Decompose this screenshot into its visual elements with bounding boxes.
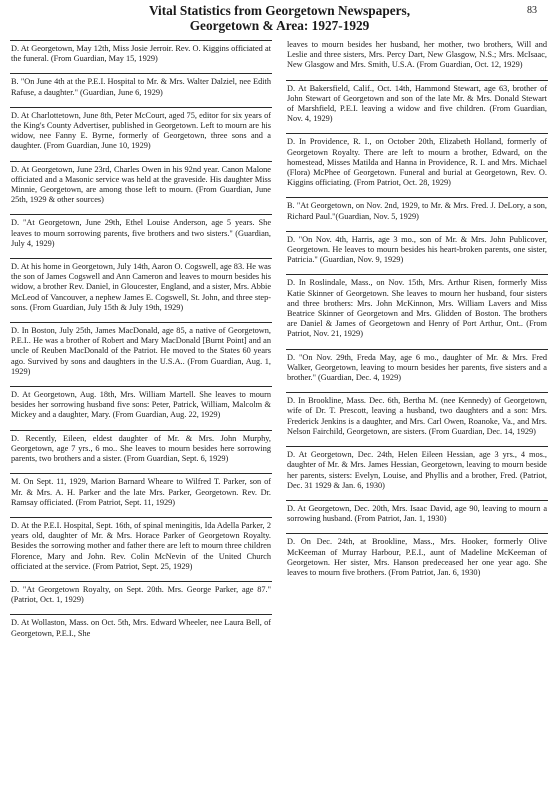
record-entry: D. At Bakersfield, Calif., Oct. 14th, Hammond Stewart, age 63, brother of John Stewart of Georgetown and son of the late Mr. & Mrs. Donald Stewart of Marshfield, P.E.I. leaving a widow and five children. (From Guardian, Nov. 4, 1929) (286, 80, 548, 129)
record-entry: D. At Georgetown, Dec. 24th, Helen Eileen Hessian, age 3 yrs., 4 mos., daughter of Mr. & Mrs. James Hessian, Georgetown, leaving to mourn beside her parents, sisters: Evelyn, Louise, and Phyllis and a brother, Fred. (Patriot, Dec. 31 1929 & Jan. 6, 1930) (286, 446, 548, 495)
record-entry: B. "On June 4th at the P.E.I. Hospital to Mr. & Mrs. Walter Dalziel, nee Edith Rafuse, a daughter." (Guardian, June 6, 1929) (10, 73, 272, 101)
record-entry: D. At the P.E.I. Hospital, Sept. 16th, of spinal meningitis, Ida Adella Parker, 2 years old, daughter of Mr. & Mrs. Horace Parker of Georgetown Royalty. Besides the sorrowing mother and father there are left to mourn three children Florence, Mary and John. Rev. Colin McNevin of the United Church officiated at the service. (From Patriot, Sept. 25, 1929) (10, 517, 272, 576)
page-number: 83 (527, 5, 537, 16)
record-entry: D. At Wollaston, Mass. on Oct. 5th, Mrs. Edward Wheeler, nee Laura Bell, of Georgetown, P.E.I., She (10, 614, 272, 642)
record-entry: D. At his home in Georgetown, July 14th, Aaron O. Cogswell, age 83. He was the son of James Cogswell and Ann Cameron and leaves to mourn besides his widow, a brother Rev. Daniel, in Gloucester, England, and a sister, Mrs. Abbie McLeod of Vancouver, a nephew James E. Cogswell, St. John, and three step-sons. (From Guardian, July 15th & July 19th, 1929) (10, 258, 272, 317)
record-entry: D. "At Georgetown Royalty, on Sept. 20th. Mrs. George Parker, age 87." (Patriot, Oct. 1, 1929) (10, 581, 272, 609)
record-entry: D. At Georgetown, May 12th, Miss Josie Jerroir. Rev. O. Kiggins officiated at the funeral. (From Guardian, May 15, 1929) (10, 40, 272, 68)
left-column (10, 40, 272, 648)
page-title (0, 3, 559, 33)
record-entry: D. "At Georgetown, June 29th, Ethel Louise Anderson, age 5 years. She leaves to mourn sorrowing parents, five brothers and two sisters." (Guardian, July 4, 1929) (10, 214, 272, 253)
record-entry: D. In Brookline, Mass. Dec. 6th, Bertha M. (nee Kennedy) of Georgetown, wife of Dr. T. Prescott, leaving a husband, two daughters and a son: Mrs. Frederick Jenkins is a daughter, and Mrs. Carl Owen, Roanoke, Va., and Mrs. Nelson Fairchild, Georgetown, are sisters. (From Guardian, Dec. 14, 1929) (286, 392, 548, 441)
page-title-line-2: Georgetown & Area: 1927-1929 (189, 18, 370, 33)
record-entry: D. At Georgetown, June 23rd, Charles Owen in his 92nd year. Canon Malone officiated and a Masonic service was held at the graveside. His daughter Miss Minnie, Georgetown, are among those left to mourn. (From Guardian, June 25th, 1929 & other sources) (10, 161, 272, 210)
record-entry: D. "On Nov. 29th, Freda May, age 6 mo., daughter of Mr. & Mrs. Fred Walker, Georgetown, leaving to mourn besides her parents, five sisters and a brother." (Guardian, Dec. 4, 1929) (286, 349, 548, 388)
record-entry: D. At Georgetown, Dec. 20th, Mrs. Isaac David, age 90, leaving to mourn a sorrowing husband. (From Patriot, Jan. 1, 1930) (286, 500, 548, 528)
record-entry: D. Recently, Eileen, eldest daughter of Mr. & Mrs. John Murphy, Georgetown, age 7 yrs., 6 mo.. She leaves to mourn besides here sorrowing parents, two brothers and a sister. (From Guardian, Sept. 6, 1929) (10, 430, 272, 469)
record-entry: leaves to mourn besides her husband, her mother, two brothers, Will and Leslie and three sisters, Mrs. Percy Dart, New Glasgow, N.S.; Mrs. McIsaac, New Glasgow and Mrs. Smith, U.S.A. (From Guardian, Oct. 12, 1929) (287, 40, 547, 70)
record-entry: D. On Dec. 24th, at Brookline, Mass., Mrs. Hooker, formerly Olive McKeeman of Murray Harbour, P.E.I., aunt of Madeline McKeeman of Georgetown. Her sister, Mrs. Hanson predeceased her one year ago. She leaves to mourn five brothers. (From Patriot, Jan. 6, 1930) (286, 533, 548, 582)
record-entry: D. In Roslindale, Mass., on Nov. 15th, Mrs. Arthur Risen, formerly Miss Katie Skinner of Georgetown. She leaves to mourn her husband, four sisters and three brothers: Mrs. John McKinnon, Mrs. William Lavers and Miss Beatrice Skinner of Georgetown and Mrs. Glidden of Boston. The brothers are Daniel & James of Georgetown and Henry of Port Arthur, Ont.. (From Patriot, Nov. 21, 1929) (286, 274, 548, 343)
record-entry: D. At Georgetown, Aug. 18th, Mrs. William Martell. She leaves to mourn besides her sorrowing husband five sons: Peter, Patrick, William, Malcolm & Mickey and a daughter, Mary. (From Guardian, Aug. 22, 1929) (10, 386, 272, 425)
record-entry: D. In Boston, July 25th, James MacDonald, age 85, a native of Georgetown, P.E.I.. He was a brother of Robert and Mary MacDonald [Burnt Point] and an uncle of Reuben MacDonald of the Patriot. He moved to the States 60 years ago. Survived by sons and daughters in the U.S.A.. (From Guardian, Aug. 1, 1929) (10, 322, 272, 381)
record-entry: B. "At Georgetown, on Nov. 2nd, 1929, to Mr. & Mrs. Fred. J. DeLory, a son, Richard Paul."(Guardian, Nov. 5, 1929) (286, 197, 548, 225)
page-title-line-1: Vital Statistics from Georgetown Newspapers, (148, 3, 411, 18)
record-entry: M. On Sept. 11, 1929, Marion Barnard Wheare to Wilfred T. Parker, son of Mr. & Mrs. A. H. Parker and the late Mrs. Parker, Georgetown. Rev. Dr. Ramsay officiated. (From Patriot, Sept. 11, 1929) (10, 473, 272, 512)
right-column (286, 40, 548, 587)
record-entry: D. In Providence, R. I., on October 20th, Elizabeth Holland, formerly of Georgetown Royalty. There are left to mourn a brother, Edward, on the homestead, Misses Matilda and Hanna in Providence, R. I. and Mrs. Michael (Flora) McPhee of Georgetown. Funeral and burial at Georgetown, Rev. O. Kiggins officiating. (From Patriot, Oct. 28, 1929) (286, 133, 548, 192)
record-entry: D. "On Nov. 4th, Harris, age 3 mo., son of Mr. & Mrs. John Publicover, Georgetown. He leaves to mourn besides his heart-broken parents, one sister, Patricia." (Guardian, Nov. 9, 1929) (286, 231, 548, 270)
record-entry: D. At Charlottetown, June 8th, Peter McCourt, aged 75, editor for six years of the King's County Advertiser, published in Georgetown. Left to mourn are his widow, nee Fanny E. Byrne, formerly of Georgetown, three sons and a daughter. (From Guardian, June 10, 1929) (10, 107, 272, 156)
